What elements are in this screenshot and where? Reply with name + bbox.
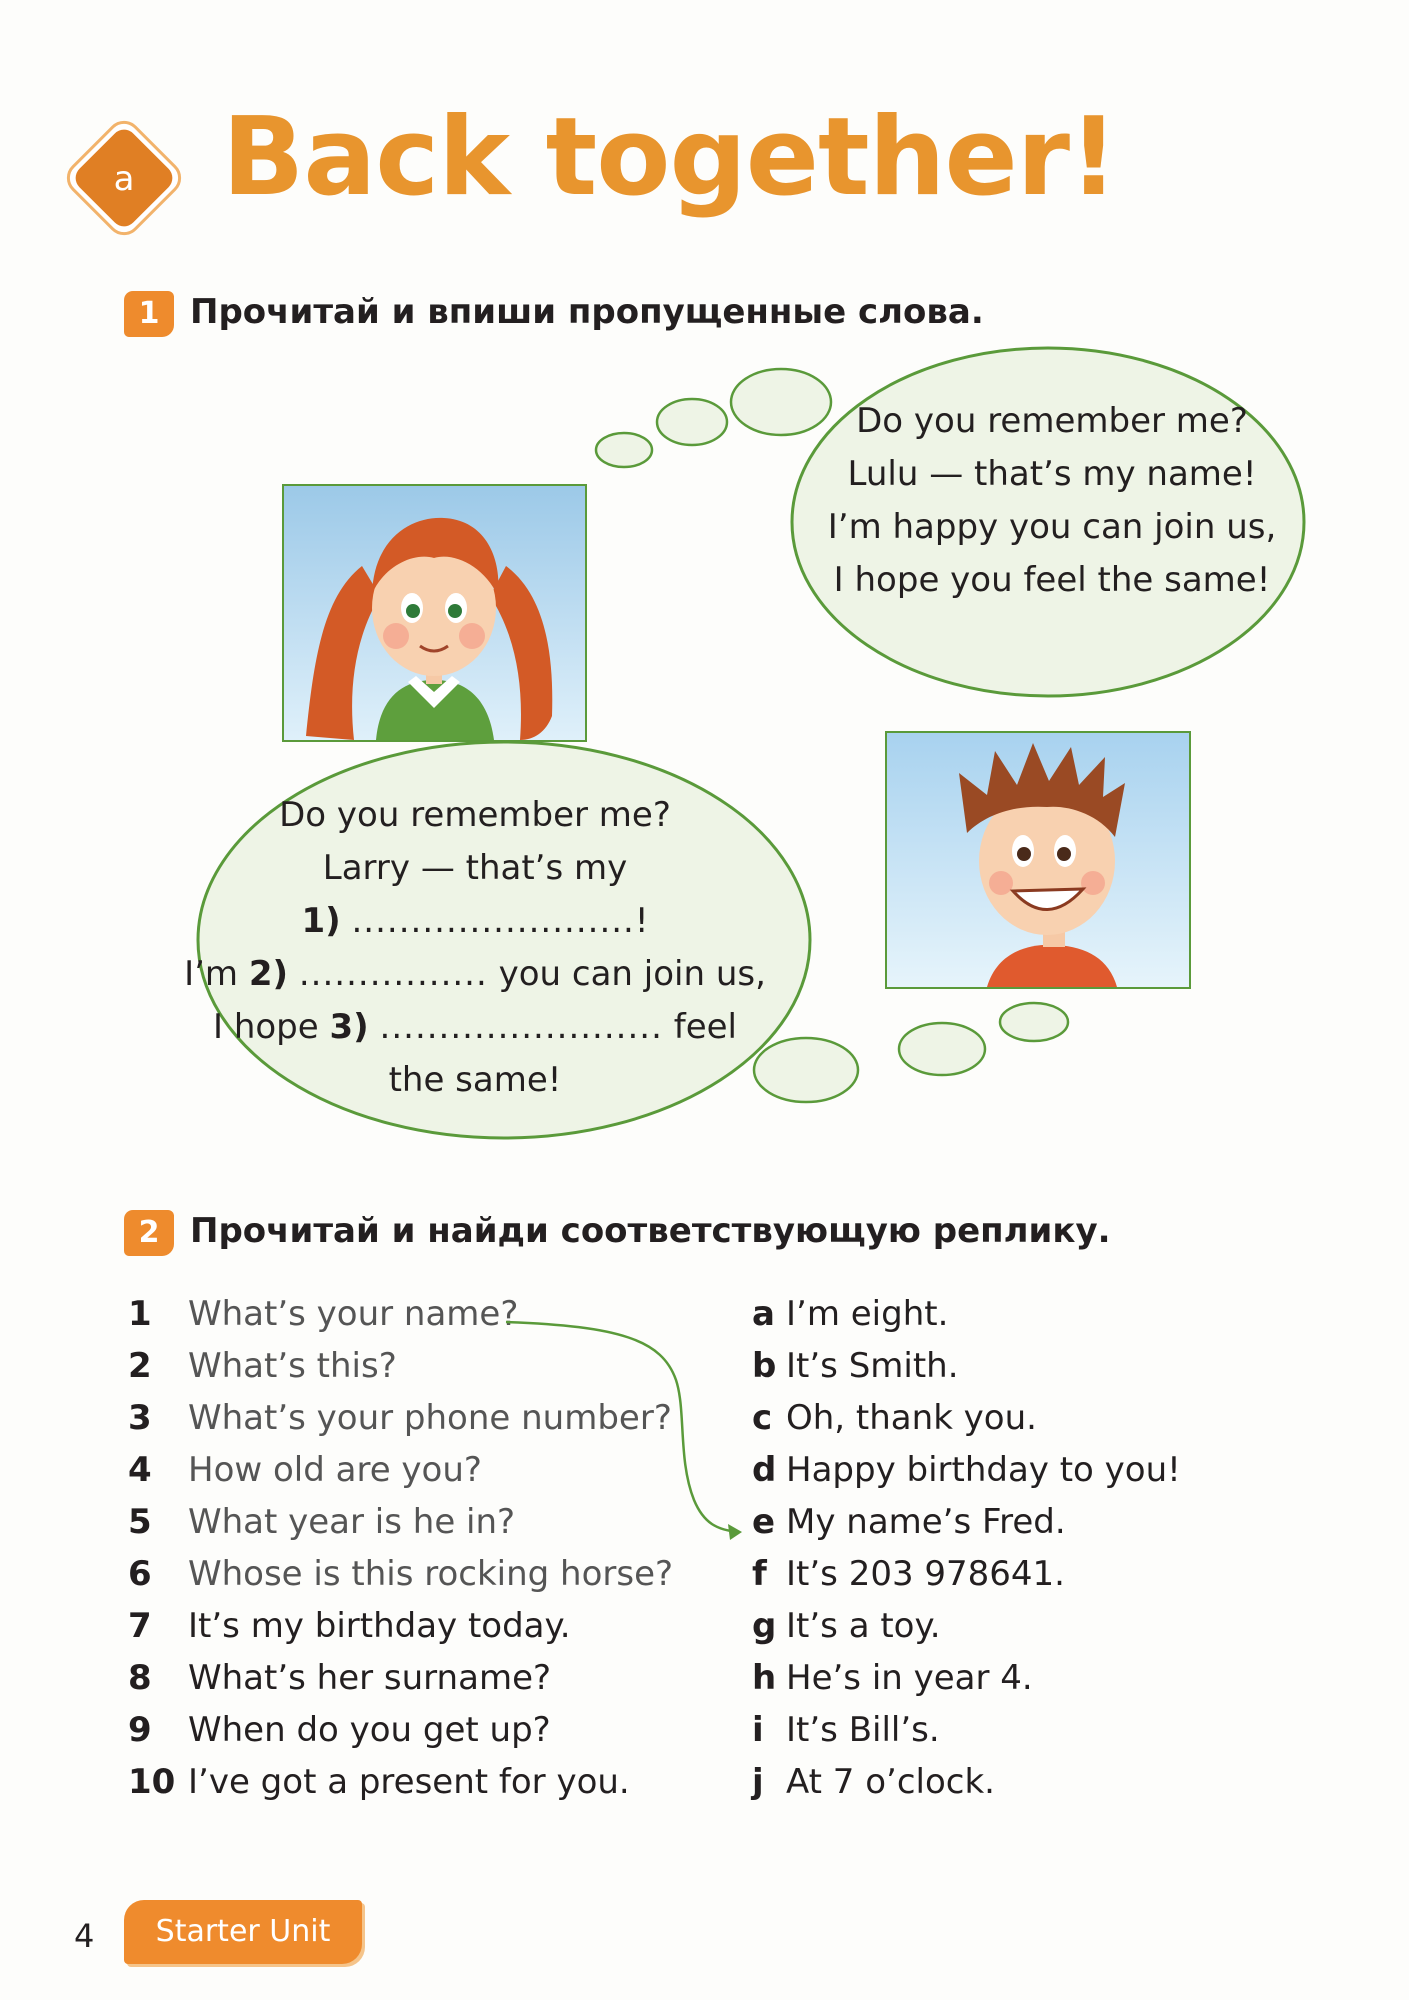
page-number: 4 bbox=[74, 1917, 95, 1955]
question-number: 8 bbox=[128, 1658, 152, 1698]
question-text: What year is he in? bbox=[188, 1502, 516, 1542]
answer-text: At 7 o’clock. bbox=[786, 1762, 995, 1802]
question-row[interactable] bbox=[128, 1497, 515, 1547]
gap-2-blank[interactable]: ................ bbox=[298, 954, 488, 994]
question-row[interactable] bbox=[128, 1653, 551, 1703]
larry-line-1: Do you remember me? bbox=[279, 795, 671, 835]
answer-letter: d bbox=[752, 1450, 777, 1490]
question-number: 7 bbox=[128, 1606, 152, 1646]
gap-2-number: 2) bbox=[248, 954, 289, 994]
question-row[interactable] bbox=[128, 1705, 551, 1755]
larry-line-2: Larry — that’s my bbox=[322, 848, 628, 888]
answer-letter: g bbox=[752, 1606, 777, 1646]
answer-text: I’m eight. bbox=[786, 1294, 949, 1334]
answer-letter: f bbox=[752, 1554, 767, 1594]
question-number: 9 bbox=[128, 1710, 152, 1750]
question-text: What’s this? bbox=[188, 1346, 397, 1386]
answer-row[interactable] bbox=[752, 1549, 1065, 1599]
answer-letter: a bbox=[752, 1294, 775, 1334]
larry-bubble-dot-small bbox=[1000, 1003, 1068, 1041]
answer-row[interactable] bbox=[752, 1445, 1181, 1495]
answer-row[interactable] bbox=[752, 1705, 940, 1755]
answer-text: My name’s Fred. bbox=[786, 1502, 1066, 1542]
question-number: 2 bbox=[128, 1346, 152, 1386]
answer-text: Happy birthday to you! bbox=[786, 1450, 1181, 1490]
question-row[interactable] bbox=[128, 1289, 518, 1339]
larry-gap-2[interactable] bbox=[150, 948, 800, 1001]
gap-1-end: ! bbox=[634, 901, 649, 941]
question-text: What’s her surname? bbox=[188, 1658, 552, 1698]
question-number: 4 bbox=[128, 1450, 152, 1490]
answer-letter: c bbox=[752, 1398, 773, 1438]
larry-gap-3[interactable] bbox=[150, 1001, 800, 1054]
lulu-bubble-dot-medium bbox=[657, 399, 727, 445]
answer-text: It’s Smith. bbox=[786, 1346, 959, 1386]
gap-2-start: I’m bbox=[184, 954, 239, 994]
question-row[interactable] bbox=[128, 1341, 397, 1391]
answer-letter: i bbox=[752, 1710, 764, 1750]
match-arrow-head bbox=[728, 1524, 742, 1540]
exercise-2-instruction: Прочитай и найди соответствующую реплику. bbox=[190, 1211, 1111, 1251]
question-text: I’ve got a present for you. bbox=[188, 1762, 630, 1802]
answer-letter: j bbox=[752, 1762, 764, 1802]
answer-row[interactable] bbox=[752, 1601, 941, 1651]
lulu-line-1: Do you remember me? bbox=[856, 401, 1248, 441]
question-row[interactable] bbox=[128, 1445, 482, 1495]
answer-text: It’s a toy. bbox=[786, 1606, 941, 1646]
question-row[interactable] bbox=[128, 1393, 672, 1443]
larry-speech-text bbox=[150, 789, 800, 1107]
answer-letter: b bbox=[752, 1346, 777, 1386]
gap-3-number: 3) bbox=[329, 1007, 369, 1047]
lulu-line-2: Lulu — that’s my name! bbox=[847, 454, 1257, 494]
exercise-1-instruction: Прочитай и впиши пропущенные слова. bbox=[190, 292, 984, 332]
question-number: 6 bbox=[128, 1554, 152, 1594]
question-number: 5 bbox=[128, 1502, 152, 1542]
lulu-line-3: I’m happy you can join us, bbox=[827, 507, 1277, 547]
question-number: 1 bbox=[128, 1294, 152, 1334]
answer-row[interactable] bbox=[752, 1393, 1037, 1443]
larry-bubble-dot-medium bbox=[899, 1023, 985, 1075]
question-row[interactable] bbox=[128, 1757, 630, 1807]
lulu-line-4: I hope you feel the same! bbox=[833, 560, 1271, 600]
answer-text: It’s 203 978641. bbox=[786, 1554, 1065, 1594]
question-text: What’s your name? bbox=[188, 1294, 519, 1334]
question-number: 10 bbox=[128, 1762, 176, 1802]
answer-row[interactable] bbox=[752, 1653, 1033, 1703]
answer-row[interactable] bbox=[752, 1757, 995, 1807]
question-row[interactable] bbox=[128, 1601, 571, 1651]
gap-1-blank[interactable]: ........................ bbox=[351, 901, 635, 941]
question-number: 3 bbox=[128, 1398, 152, 1438]
larry-gap-1[interactable] bbox=[150, 895, 800, 948]
answer-letter: e bbox=[752, 1502, 776, 1542]
lulu-bubble-dot-small bbox=[596, 433, 652, 467]
answer-text: Oh, thank you. bbox=[786, 1398, 1037, 1438]
question-row[interactable] bbox=[128, 1549, 673, 1599]
gap-1-number: 1) bbox=[301, 901, 341, 941]
answer-row[interactable] bbox=[752, 1497, 1066, 1547]
page-title: Back together! bbox=[222, 95, 1118, 220]
question-text: Whose is this rocking horse? bbox=[188, 1554, 674, 1594]
larry-line-6: the same! bbox=[388, 1060, 562, 1100]
gap-2-end: you can join us, bbox=[498, 954, 766, 994]
exercise-1-number: 1 bbox=[124, 291, 174, 337]
answer-row[interactable] bbox=[752, 1341, 959, 1391]
question-text: What’s your phone number? bbox=[188, 1398, 672, 1438]
lulu-picture bbox=[282, 484, 587, 742]
answer-row[interactable] bbox=[752, 1289, 948, 1339]
answer-text: It’s Bill’s. bbox=[786, 1710, 940, 1750]
answer-text: He’s in year 4. bbox=[786, 1658, 1033, 1698]
larry-picture bbox=[885, 731, 1191, 989]
gap-3-blank[interactable]: ........................ bbox=[379, 1007, 663, 1047]
question-text: How old are you? bbox=[188, 1450, 482, 1490]
unit-tab-label: Starter Unit bbox=[155, 1914, 331, 1949]
question-text: It’s my birthday today. bbox=[188, 1606, 571, 1646]
exercise-2-number: 2 bbox=[124, 1210, 174, 1256]
question-text: When do you get up? bbox=[188, 1710, 551, 1750]
gap-3-start: I hope bbox=[213, 1007, 319, 1047]
lulu-speech-text bbox=[802, 395, 1302, 607]
badge-letter: a bbox=[113, 159, 135, 199]
answer-letter: h bbox=[752, 1658, 777, 1698]
gap-3-end: feel bbox=[673, 1007, 737, 1047]
